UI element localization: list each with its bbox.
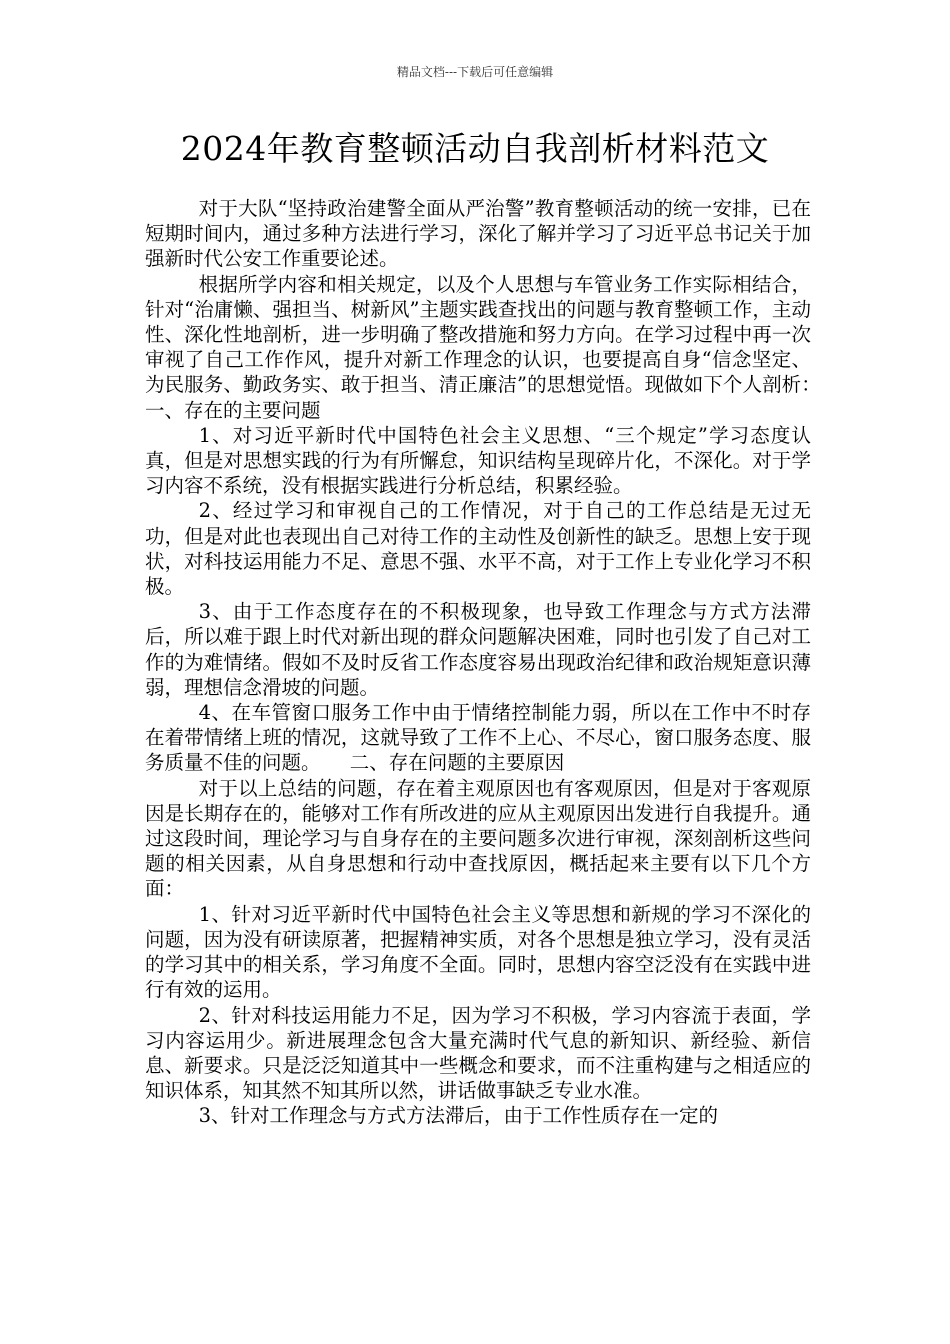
paragraph: 1、针对习近平新时代中国特色社会主义等思想和新规的学习不深化的问题，因为没有研读原著，把握精神实质，对各个思想是独立学习，没有灵活的学习其中的相关系，学习角度不全面。同时，思想内容空泛没有在实践中进行有效的运用。 — [145, 902, 811, 1002]
paragraph: 3、由于工作态度存在的不积极现象，也导致工作理念与方式方法滞后，所以难于跟上时代对新出现的群众问题解决困难，同时也引发了自己对工作的为难情绪。假如不及时反省工作态度容易出现政治纪律和政治规矩意识薄弱，理想信念滑坡的问题。 — [145, 600, 811, 699]
paragraph: 根据所学内容和相关规定，以及个人思想与车管业务工作实际相结合，针对“治庸懒、强担当、树新风”主题实践查找出的问题与教育整顿工作，主动性、深化性地剖析，进一步明确了整改措施和努力方向。在学习过程中再一次审视了自己工作作风，提升对新工作理念的认识，也要提高自身“信念坚定、为民服务、勤政务实、敢于担当、清正廉洁”的思想觉悟。现做如下个人剖析： 一、存在的主要问题 — [145, 272, 851, 422]
paragraph: 对于以上总结的问题，存在着主观原因也有客观原因，但是对于客观原因是长期存在的，能够对工作有所改进的应从主观原因出发进行自我提升。通过这段时间，理论学习与自身存在的主要问题多次进行审视，深刻剖析这些问题的相关因素，从自身思想和行动中查找原因，概括起来主要有以下几个方面： — [145, 776, 811, 901]
paragraph: 2、针对科技运用能力不足，因为学习不积极，学习内容流于表面，学习内容运用少。新进展理念包含大量充满时代气息的新知识、新经验、新信息、新要求。只是泛泛知道其中一些概念和要求，而不注重构建与之相适应的知识体系，知其然不知其所以然，讲话做事缺乏专业水准。 — [145, 1003, 811, 1103]
header-note: 精品文档---下载后可任意编辑 — [396, 65, 554, 79]
paragraph: 3、针对工作理念与方式方法滞后，由于工作性质存在一定的 — [198, 1104, 719, 1128]
paragraph: 1、对习近平新时代中国特色社会主义思想、“三个规定”学习态度认真，但是对思想实践的行为有所懈怠，知识结构呈现碎片化，不深化。对于学习内容不系统，没有根据实践进行分析总结，积累经验。 — [145, 423, 811, 498]
document-body — [145, 196, 851, 1129]
paragraph: 4、在车管窗口服务工作中由于情绪控制能力弱，所以在工作中不时存在着带情绪上班的情况，这就导致了工作不上心、不尽心，窗口服务态度、服务质量不佳的问题。 二、存在问题的主要原因 — [145, 701, 811, 775]
paragraph: 2、经过学习和审视自己的工作情况，对于自己的工作总结是无过无功，但是对此也表现出自己对待工作的主动性及创新性的缺乏。思想上安于现状，对科技运用能力不足、意思不强、水平不高，对于工作上专业化学习不积极。 — [145, 499, 811, 599]
document-title: 2024年教育整顿活动自我剖析材料范文 — [180, 129, 770, 168]
paragraph: 对于大队“坚持政治建警全面从严治警”教育整顿活动的统一安排，已在短期时间内，通过多种方法进行学习，深化了解并学习了习近平总书记关于加强新时代公安工作重要论述。 — [145, 197, 811, 271]
